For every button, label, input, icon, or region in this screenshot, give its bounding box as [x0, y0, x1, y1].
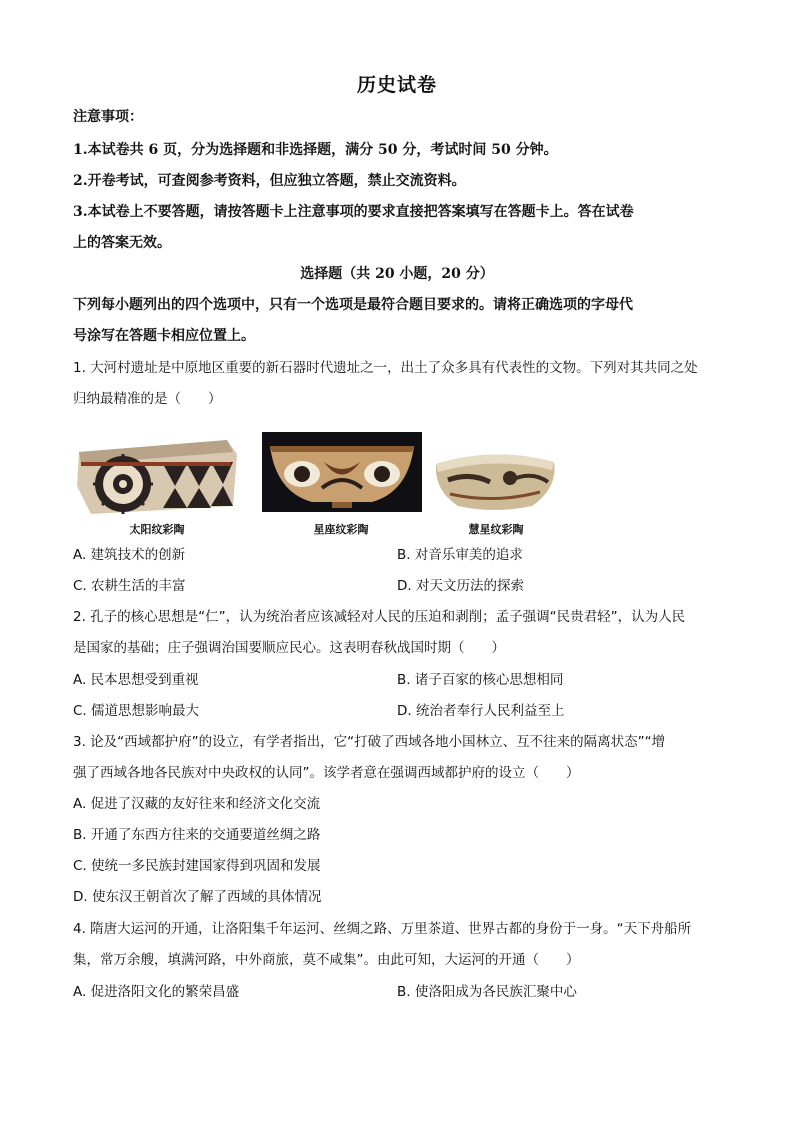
page-title: 历史试卷 [356, 74, 437, 96]
option-d[interactable]: D. 使东汉王朝首次了解了西域的具体情况 [73, 889, 322, 905]
question-stem: 1. 大河村遗址是中原地区重要的新石器时代遗址之一，出土了众多具有代表性的文物。下列对其共同之处 [73, 360, 698, 376]
option-c[interactable]: C. 农耕生活的丰富 [73, 578, 186, 594]
comet-pattern-pottery-image [430, 442, 560, 514]
section-title: 选择题（共 20 小题，20 分） [300, 266, 494, 282]
option-c[interactable]: C. 儒道思想影响最大 [73, 703, 200, 719]
section-instruction: 号涂写在答题卡相应位置上。 [73, 328, 255, 344]
notice-item: 3.本试卷上不要答题，请按答题卡上注意事项的要求直接把答案填写在答题卡上。答在试卷 [73, 204, 634, 220]
option-b[interactable]: B. 对音乐审美的追求 [397, 547, 523, 563]
image-caption: 星座纹彩陶 [313, 523, 369, 536]
option-d[interactable]: D. 对天文历法的探索 [397, 578, 524, 594]
notice-item: 上的答案无效。 [73, 235, 171, 251]
question-stem: 2. 孔子的核心思想是“仁”，认为统治者应该减轻对人民的压迫和剥削；孟子强调“民贵君轻”，认为人民 [73, 609, 686, 625]
notice-item: 2.开卷考试，可查阅参考资料，但应独立答题，禁止交流资料。 [73, 173, 466, 189]
image-caption: 太阳纹彩陶 [129, 523, 185, 536]
question-stem: 集，常万余艘，填满河路，中外商旅，莫不咸集”。由此可知，大运河的开通（ ） [73, 952, 580, 968]
option-a[interactable]: A. 建筑技术的创新 [73, 547, 186, 563]
question-stem: 强了西域各地各民族对中央政权的认同”。该学者意在强调西域都护府的设立（ ） [73, 765, 580, 781]
image-caption: 慧星纹彩陶 [468, 523, 524, 536]
question-stem: 4. 隋唐大运河的开通，让洛阳集千年运河、丝绸之路、万里茶道、世界古都的身份于一身。“天下舟船所 [73, 921, 692, 937]
question-stem: 归纳最精准的是（ ） [73, 391, 222, 407]
question-stem: 3. 论及“西域都护府”的设立，有学者指出，它“打破了西域各地小国林立、互不往来的隔离状态”“增 [73, 734, 666, 750]
constellation-pattern-pottery-image [262, 432, 422, 512]
option-c[interactable]: C. 使统一多民族封建国家得到巩固和发展 [73, 858, 321, 874]
option-a[interactable]: A. 民本思想受到重视 [73, 672, 199, 688]
notice-item: 1.本试卷共 6 页，分为选择题和非选择题，满分 50 分，考试时间 50 分钟。 [73, 142, 558, 158]
option-a[interactable]: A. 促进洛阳文化的繁荣昌盛 [73, 984, 240, 1000]
option-d[interactable]: D. 统治者奉行人民利益至上 [397, 703, 565, 719]
question-stem: 是国家的基础；庄子强调治国要顺应民心。这表明春秋战国时期（ ） [73, 640, 505, 656]
option-b[interactable]: B. 诸子百家的核心思想相同 [397, 672, 564, 688]
option-a[interactable]: A. 促进了汉藏的友好往来和经济文化交流 [73, 796, 321, 812]
option-b[interactable]: B. 使洛阳成为各民族汇聚中心 [397, 984, 577, 1000]
option-b[interactable]: B. 开通了东西方往来的交通要道丝绸之路 [73, 827, 321, 843]
sun-pattern-pottery-image [75, 434, 240, 514]
notice-heading: 注意事项： [73, 109, 143, 125]
section-instruction: 下列每小题列出的四个选项中，只有一个选项是最符合题目要求的。请将正确选项的字母代 [73, 297, 633, 313]
